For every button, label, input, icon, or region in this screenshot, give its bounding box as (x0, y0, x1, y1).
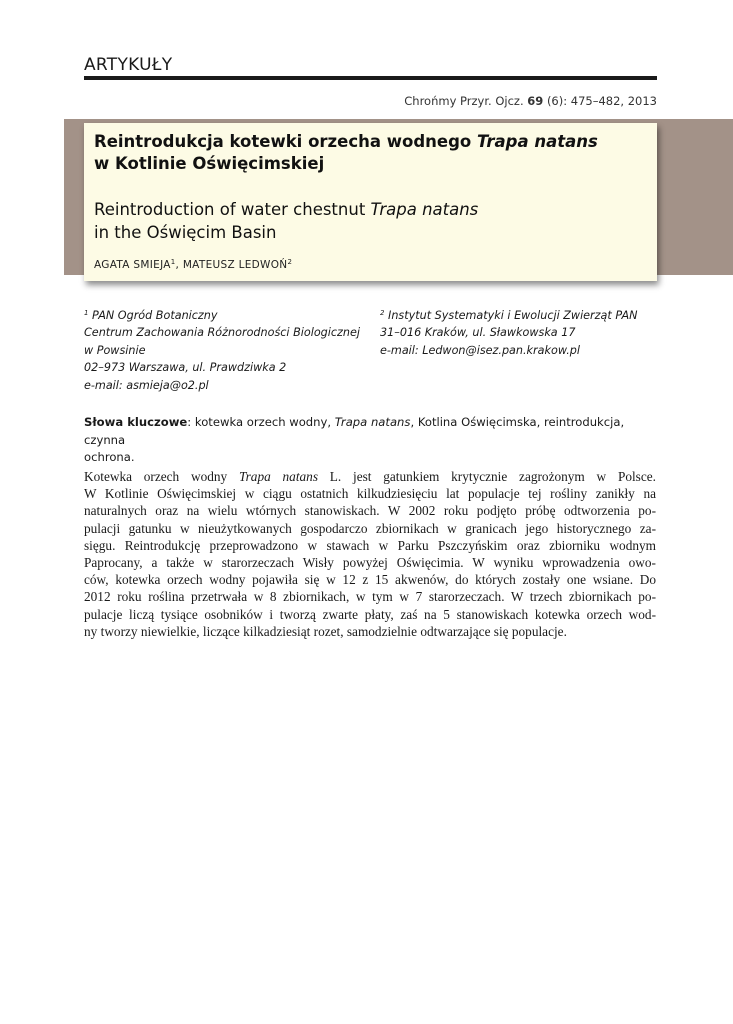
affiliation-2-line-2: 31–016 Kraków, ul. Sławkowska 17 (380, 326, 576, 340)
author-separator: , (175, 259, 183, 271)
affiliation-2-email: e-mail: Ledwon@isez.pan.krakow.pl (380, 343, 581, 357)
authors (94, 259, 292, 271)
affiliation-1-email: e-mail: asmieja@o2.pl (84, 378, 209, 392)
affiliation-2-line-1: Instytut Systematyki i Ewolucji Zwierząt PAN (388, 309, 638, 322)
abstract-line-1-b: L. jest gatunkiem krytycznie zagrożonym w Polsce. (318, 469, 656, 484)
title-english (94, 198, 634, 244)
affiliation-1-line-3: w Powsinie (84, 343, 146, 357)
keywords-species: Trapa natans (334, 415, 411, 429)
affiliation-1-sup: 1 (84, 309, 89, 317)
affiliation-2 (380, 307, 660, 359)
affiliation-1-line (84, 307, 369, 324)
section-rule (84, 76, 657, 80)
author-1-sup: 1 (170, 258, 176, 266)
title-pl-species: Trapa natans (476, 132, 598, 151)
abstract-line-7: ców, kotewka orzech wodny pojawiła się w 12 z 15 akwenów, do których zostały one wsiane. Do (84, 572, 656, 588)
keywords-label: Słowa kluczowe (84, 415, 188, 429)
author-2: MATEUSZ LEDWOŃ (182, 259, 288, 271)
journal-volume: 69 (527, 94, 544, 108)
title-box (84, 123, 657, 281)
abstract-line-8: 2012 roku roślina przetrwała w 8 zbiornikach, w tym w 7 starorzeczach. W trzech zbiornikach po- (84, 589, 656, 605)
abstract (84, 468, 656, 640)
abstract-line-2: W Kotlinie Oświęcimskiej w ciągu ostatnich kilkudziesięciu lat populacje tej rośliny zanikły na (84, 486, 656, 502)
author-2-sup: 2 (287, 258, 293, 266)
title-pl-part2: w Kotlinie Oświęcimskiej (94, 154, 325, 173)
journal-issue-pages: (6): 475–482, 2013 (546, 94, 657, 108)
author-1: AGATA SMIEJA (94, 259, 171, 271)
title-en-part1: Reintroduction of water chestnut (94, 200, 366, 219)
affiliation-1-line-2: Centrum Zachowania Różnorodności Biologicznej (84, 326, 360, 340)
keywords-part3: ochrona. (84, 450, 135, 464)
abstract-line-9: pulacje liczą tysiące osobników i tworzą zwarte płaty, zaś na 5 stanowiskach kotewka orzech wod- (84, 606, 656, 622)
affiliation-1-line-1: PAN Ogród Botaniczny (92, 309, 218, 322)
journal-reference (404, 94, 657, 108)
title-polish (94, 131, 634, 175)
keywords-colon: : (187, 415, 195, 429)
keywords-part1: kotewka orzech wodny, (194, 415, 335, 429)
keywords-part2: , Kotlina Oświęcimska, reintrodukcja, czynna (84, 415, 625, 447)
keywords (84, 414, 656, 467)
abstract-line-1-a: Kotewka orzech wodny (84, 469, 239, 484)
abstract-line-4: pulacji gatunku w nieużytkowanych gospodarczo zbiornikach w granicach jego historycznego za- (84, 520, 656, 536)
section-label: ARTYKUŁY (84, 55, 173, 75)
abstract-line-10: ny tworzy niewielkie, liczące kilkadziesiąt rozet, samodzielnie odtwarzające się populacje. (84, 623, 567, 639)
abstract-line-3: naturalnych oraz na wielu wtórnych stanowiskach. W 2002 roku podjęto próbę odtworzenia po- (84, 503, 656, 519)
title-pl-part1: Reintrodukcja kotewki orzecha wodnego (94, 132, 472, 151)
abstract-species: Trapa natans (238, 469, 318, 484)
abstract-line-5: sięgu. Reintrodukcję przeprowadzono w stawach w Parku Pszczyńskim oraz zbiorniku wodnym (84, 537, 656, 553)
affiliation-2-sup: 2 (380, 309, 385, 317)
title-en-species: Trapa natans (370, 200, 479, 219)
title-en-part2: in the Oświęcim Basin (94, 223, 277, 242)
affiliation-2-line (380, 307, 660, 324)
abstract-line-6: Paprocany, a także w starorzeczach Wisły powyżej Oświęcimia. W wyniku wprowadzenia owo- (84, 554, 656, 570)
affiliation-1 (84, 307, 369, 394)
affiliation-1-line-4: 02–973 Warszawa, ul. Prawdziwka 2 (84, 361, 287, 375)
abstract-line-1 (84, 468, 656, 485)
journal-prefix: Chrońmy Przyr. Ojcz. (404, 94, 524, 108)
